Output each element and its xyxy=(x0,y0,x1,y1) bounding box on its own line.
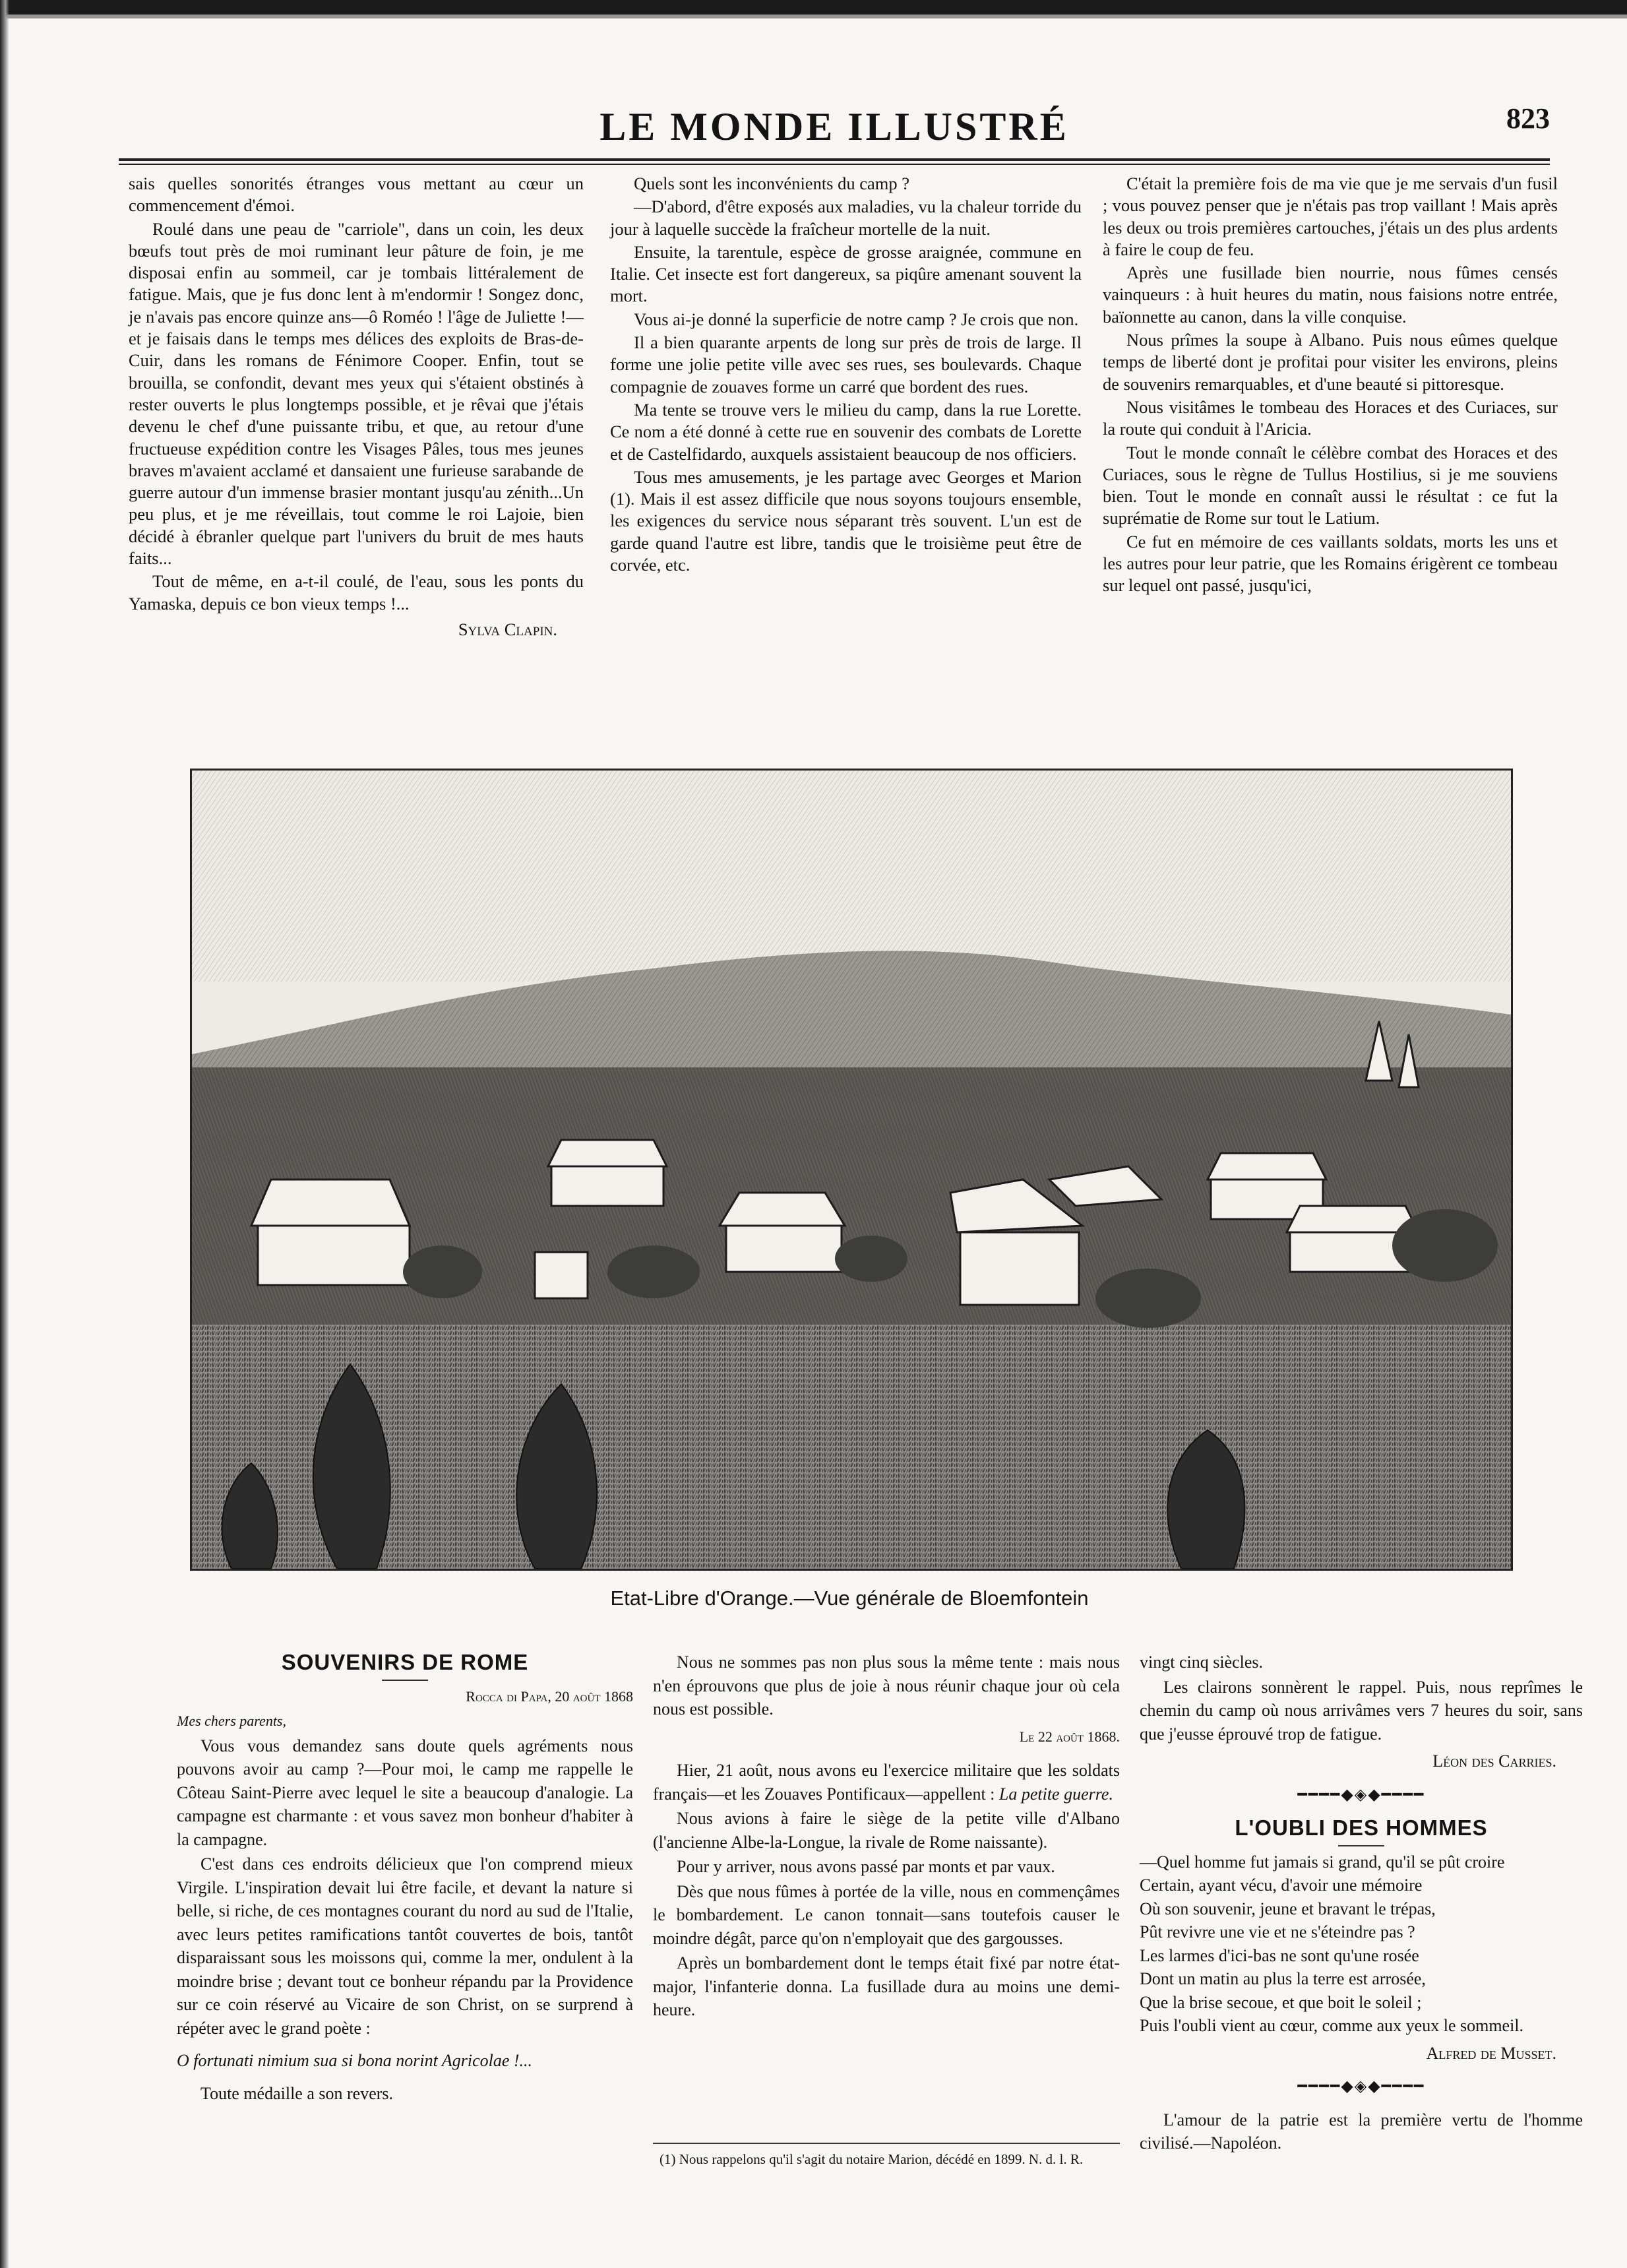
poem-verse xyxy=(1140,1850,1583,2038)
article-title: SOUVENIRS DE ROME xyxy=(281,1650,529,1674)
footnote-rule xyxy=(653,2143,1120,2144)
paragraph: Toute médaille a son revers. xyxy=(200,2083,394,2103)
salutation: Mes chers parents, xyxy=(177,1713,286,1729)
paragraph: Pour y arriver, nous avons passé par monts et par vaux. xyxy=(677,1857,1055,1876)
paragraph: Les clairons sonnèrent le rappel. Puis, nous reprîmes le chemin du camp où nous arrivâmes vers 7 heures du soir, sans que j'eusse éprouvé trop de fatigue. xyxy=(1140,1677,1583,1744)
upper-column-3 xyxy=(1103,173,1558,598)
paragraph: Ce fut en mémoire de ces vaillants soldats, morts les uns et les autres pour leur patrie, que les Romains érigèrent ce tombeau sur lequel ont passé, jusqu'ici, xyxy=(1103,531,1558,596)
poem-line: Dont un matin au plus la terre est arrosée, xyxy=(1140,1969,1426,1988)
poem-line: Puis l'oubli vient au cœur, comme aux yeux le sommeil. xyxy=(1140,2016,1524,2035)
poem-line: Certain, ayant vécu, d'avoir une mémoire xyxy=(1140,1875,1423,1895)
dateline: Le 22 août 1868. xyxy=(1019,1728,1120,1745)
page-top-edge xyxy=(0,0,1627,15)
paragraph: Vous vous demandez sans doute quels agréments nous pouvons avoir au camp ?—Pour moi, le camp me rappelle le Côteau Saint-Pierre avec lequel le site a beaucoup d'analogie. La campagne est charmante : et vous savez mon bonheur d'habiter à la campagne. xyxy=(177,1736,633,1849)
paragraph: Vous ai-je donné la superficie de notre camp ? Je crois que non. xyxy=(634,309,1079,329)
title-rule xyxy=(1338,1845,1384,1846)
paragraph: Roulé dans une peau de "carriole", dans un coin, les deux bœufs tout près de moi ruminant leur pâture de foin, je me disposai enfin au sommeil, car je tombais littéralement de fatigue. Mais, que je fus donc lent à m'endormir ! Songez donc, je n'avais pas encore quinze ans—ô Roméo ! l'âge de Juliette !—et je faisais dans le temps mes délices des exploits de Bras-de-Cuir, dans les romans de Fénimore Cooper. Enfin, tout se brouilla, se confondit, devant mes yeux qui s'étaient obstinés à rester ouverts le plus longtemps possible, et je rêvai que j'étais devenu le chef d'une puissante tribu, et que, au retour d'une fructueuse expédition contre les Visages Pâles, tous mes jeunes braves m'avaient acclamé et dansaient une furieuse sarabande de guerre autour d'un immense brasier montant jusqu'au zénith...Un peu plus, et je me réveillais, tout comme le roi Lajoie, bien décidé à ébranler quelque part l'univers du bruit de mes hauts faits... xyxy=(129,218,584,569)
upper-column-2 xyxy=(610,173,1082,577)
poem-line: Où son souvenir, jeune et bravant le trépas, xyxy=(1140,1899,1436,1918)
figure-caption: Etat-Libre d'Orange.—Vue générale de Bloemfontein xyxy=(610,1587,1089,1610)
lower-column-3 xyxy=(1140,1651,1583,2157)
ornamental-divider: ━━━━◆◈◆━━━━ xyxy=(1297,1786,1425,1804)
title-rule xyxy=(382,1680,428,1681)
author-signature: Sylva Clapin. xyxy=(458,619,557,639)
paragraph: Nous prîmes la soupe à Albano. Puis nous eûmes quelque temps de liberté dont je profitai pour visiter les environs, pleins de souvenirs remarquables, et d'une beauté si pittoresque. xyxy=(1103,330,1558,394)
paragraph: Après une fusillade bien nourrie, nous fûmes censés vainqueurs : à huit heures du matin, nous faisions notre entrée, baïonnette au canon, dans la ville conquise. xyxy=(1103,263,1558,327)
poem-line: Les larmes d'ici-bas ne sont qu'une rosée xyxy=(1140,1945,1419,1965)
paragraph: Quels sont les inconvénients du camp ? xyxy=(634,173,910,193)
latin-quote: O fortunati nimium sua si bona norint Agricolae !... xyxy=(177,2051,533,2070)
paragraph-text: Hier, 21 août, nous avons eu l'exercice militaire que les soldats français—et les Zouaves Pontificaux—appellent : xyxy=(653,1761,1120,1804)
paragraph: C'est dans ces endroits délicieux que l'on comprend mieux Virgile. L'inspiration devait lui être facile, et devant la nature si belle, si riche, de ces montagnes courant du nord au sud de l'Italie, avec leurs petites ramifications tantôt couvertes de bois, tantôt disparaissant sous les moissons qui, comme la mer, ondulent à la moindre brise ; devant tout ce bonheur répandu par la Providence sur ce coin réservé au Vicaire de son Christ, on se surprend à répéter avec le grand poète : xyxy=(177,1854,633,2038)
page-left-edge xyxy=(0,0,9,2268)
paragraph: Tout le monde connaît le célèbre combat des Horaces et des Curiaces, sous le règne de Tullus Hostilius, si je me souviens bien. Tout le monde en connaît aussi le résultat : ce fut la suprématie de Rome sur tout le Latium. xyxy=(1103,442,1558,528)
poem-title: L'OUBLI DES HOMMES xyxy=(1235,1815,1488,1840)
masthead-rule-thin xyxy=(119,164,1550,165)
upper-column-1 xyxy=(129,173,584,642)
author-signature: Léon des Carries. xyxy=(1432,1751,1556,1771)
paragraph: Nous avions à faire le siège de la petite ville d'Albano (l'ancienne Albe-la-Longue, la rivale de Rome naissante). xyxy=(653,1809,1120,1852)
paragraph: —D'abord, d'être exposés aux maladies, vu la chaleur torride du jour à laquelle succède la fraîcheur mortelle de la nuit. xyxy=(610,197,1082,239)
paragraph: Nous visitâmes le tombeau des Horaces et des Curiaces, sur la route qui conduit à l'Aricia. xyxy=(1103,396,1558,439)
paragraph: sais quelles sonorités étranges vous mettant au cœur un commencement d'émoi. xyxy=(129,173,584,216)
masthead-rule xyxy=(119,158,1550,161)
lower-column-1 xyxy=(177,1651,633,2106)
maxim: L'amour de la patrie est la première vertu de l'homme civilisé.—Napoléon. xyxy=(1140,2110,1583,2153)
poem-line: —Quel homme fut jamais si grand, qu'il se pût croire xyxy=(1140,1852,1505,1872)
publication-title: LE MONDE ILLUSTRÉ xyxy=(599,105,1069,148)
paragraph: Après un bombardement dont le temps était fixé par notre état-major, l'infanterie donna. La fusillade dura au moins une demi-heure. xyxy=(653,1953,1120,2019)
page-top-edge-shadow xyxy=(0,15,1627,18)
ornamental-divider: ━━━━◆◈◆━━━━ xyxy=(1297,2078,1425,2095)
engraving-illustration xyxy=(192,771,1511,1569)
poem-author: Alfred de Musset. xyxy=(1426,2043,1556,2063)
footnote: (1) Nous rappelons qu'il s'agit du notaire Marion, décédé en 1899. N. d. l. R. xyxy=(660,2151,1084,2167)
paragraph xyxy=(653,1759,1120,1806)
page-number: 823 xyxy=(1506,102,1550,135)
engraving-bloemfontein xyxy=(190,769,1513,1571)
paragraph: Ensuite, la tarentule, espèce de grosse araignée, commune en Italie. Cet insecte est fort dangereux, sa piqûre amenant souvent la mort. xyxy=(610,241,1082,306)
paragraph: Dès que nous fûmes à portée de la ville, nous en commençâmes le bombardement. Le canon tonnait—sans toutefois causer le moindre dégât, parce qu'on n'employait que des gargousses. xyxy=(653,1881,1120,1948)
poem-line: Pût revivre une vie et ne s'éteindre pas ? xyxy=(1140,1922,1415,1941)
dateline: Rocca di Papa, 20 août 1868 xyxy=(466,1687,633,1705)
paragraph: Tous mes amusements, je les partage avec Georges et Marion (1). Mais il est assez difficile que nous soyons toujours ensemble, les exigences du service nous séparant très souvent. L'un est de garde quand l'autre est libre, tandis que le troisième peut être de corvée, etc. xyxy=(610,466,1082,575)
italic-term: La petite guerre. xyxy=(998,1784,1113,1804)
paragraph: Nous ne sommes pas non plus sous la même tente : mais nous n'en éprouvons que plus de joie à nous réunir chaque jour où cela nous est possible. xyxy=(653,1653,1120,1718)
poem-line: Que la brise secoue, et que boit le soleil ; xyxy=(1140,1992,1422,2012)
masthead xyxy=(119,99,1550,158)
paragraph: Ma tente se trouve vers le milieu du camp, dans la rue Lorette. Ce nom a été donné à cette rue en souvenir des combats de Lorette et de Castelfidardo, auxquels assistaient beaucoup de nos officiers. xyxy=(610,399,1082,464)
paragraph: vingt cinq siècles. xyxy=(1140,1653,1264,1672)
paragraph: Tout de même, en a-t-il coulé, de l'eau, sous les ponts du Yamaska, depuis ce bon vieux temps !... xyxy=(129,571,584,614)
paragraph: C'était la première fois de ma vie que je me servais d'un fusil ; vous pouvez penser que je n'étais pas trop vaillant ! Mais après les deux ou trois premières cartouches, j'étais un des plus ardents à faire le coup de feu. xyxy=(1103,173,1558,259)
paragraph: Il a bien quarante arpents de long sur près de trois de large. Il forme une jolie petite ville avec ses rues, ses boulevards. Chaque compagnie de zouaves forme un carré que bordent des rues. xyxy=(610,332,1082,396)
lower-column-2 xyxy=(653,1651,1120,2023)
